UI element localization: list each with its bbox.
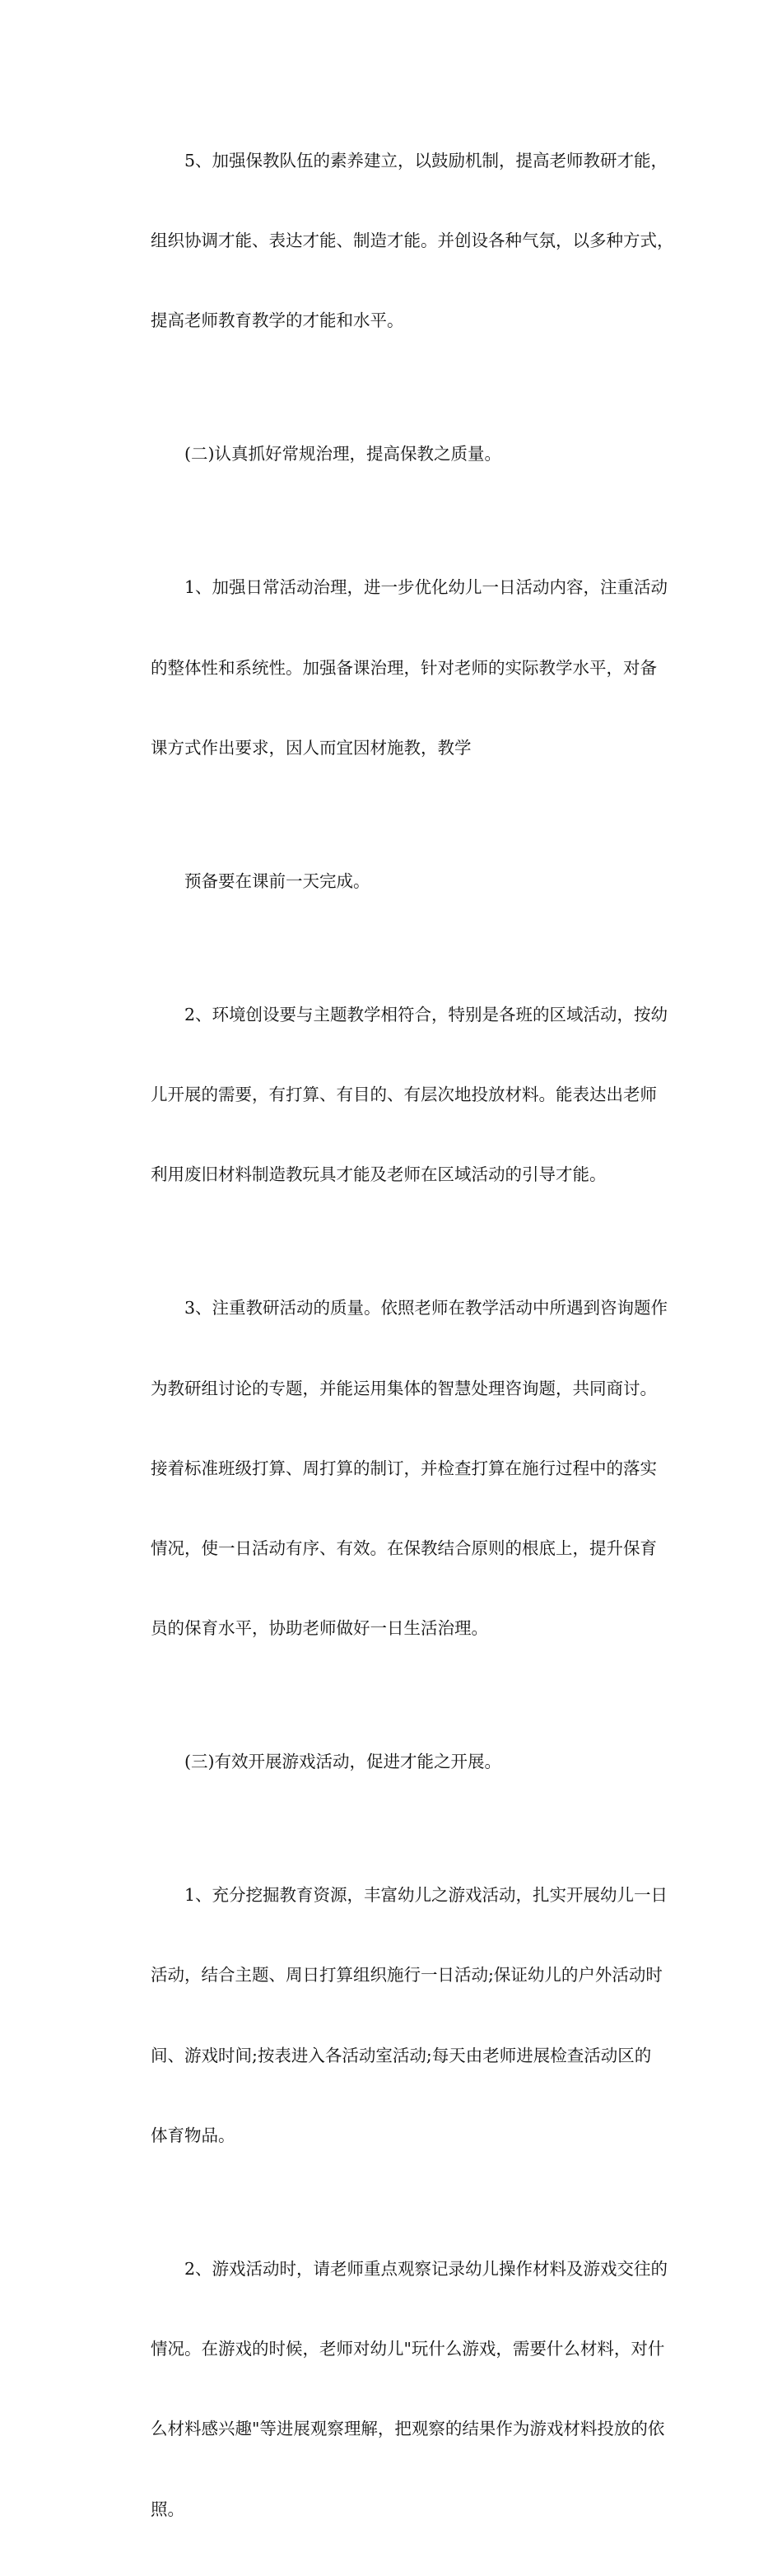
text-line: 照。: [151, 2499, 184, 2519]
text-line: 情况。在游戏的时候，老师对幼儿"玩什么游戏，需要什么材料，对什: [151, 2339, 665, 2359]
paragraph-6: [117, 1241, 685, 1695]
document-body: [117, 94, 685, 2576]
text-line: 3、注重教研活动的质量。依照老师在教学活动中所遇到咨询题作: [184, 1298, 668, 1318]
paragraph-3: [117, 521, 685, 814]
text-line: 课方式作出要求，因人而宜因材施教，教学: [151, 737, 472, 758]
paragraph-8: [117, 1828, 685, 2202]
text-line: 5、加强保教队伍的素养建立，以鼓励机制，提高老师教研才能，: [184, 150, 668, 170]
text-line: 提高老师教育教学的才能和水平。: [151, 310, 404, 331]
text-line: (二)认真抓好常规治理，提高保教之质量。: [184, 444, 501, 464]
text-line: 1、充分挖掘教育资源，丰富幼儿之游戏活动，扎实开展幼儿一日: [184, 1885, 668, 1906]
text-line: 接着标准班级打算、周打算的制订，并检查打算在施行过程中的落实: [151, 1458, 657, 1478]
text-line: 的整体性和系统性。加强备课治理，针对老师的实际教学水平，对备: [151, 657, 657, 678]
section-heading-7: [117, 1695, 685, 1828]
text-line: 间、游戏时间;按表进入各活动室活动;每天由老师进展检查活动区的: [151, 2045, 652, 2065]
text-line: 2、环境创设要与主题教学相符合，特别是各班的区域活动，按幼: [184, 1004, 668, 1024]
text-line: 情况，使一日活动有序、有效。在保教结合原则的根底上，提升保育: [151, 1538, 657, 1558]
text-line: (三)有效开展游戏活动，促进才能之开展。: [184, 1752, 501, 1772]
text-line: 1、加强日常活动治理，进一步优化幼儿一日活动内容，注重活动: [184, 577, 668, 598]
section-heading-2: [117, 387, 685, 520]
text-line: 儿开展的需要，有打算、有目的、有层次地投放材料。能表达出老师: [151, 1085, 657, 1105]
text-line: 2、游戏活动时，请老师重点观察记录幼儿操作材料及游戏交往的: [184, 2258, 668, 2279]
text-line: 预备要在课前一天完成。: [184, 870, 370, 891]
text-line: 员的保育水平，协助老师做好一日生活治理。: [151, 1618, 488, 1639]
text-line: 体育物品。: [151, 2125, 235, 2145]
text-line: 活动，结合主题、周日打算组织施行一日活动;保证幼儿的户外活动时: [151, 1965, 663, 1986]
text-line: 么材料感兴趣"等进展观察理解，把观察的结果作为游戏材料投放的依: [151, 2419, 665, 2439]
text-line: 利用废旧材料制造教玩具才能及老师在区域活动的引导才能。: [151, 1164, 607, 1185]
paragraph-4: [117, 814, 685, 948]
paragraph-9: [117, 2202, 685, 2576]
text-line: 组织协调才能、表达才能、制造才能。并创设各种气氛，以多种方式，: [151, 231, 674, 251]
paragraph-1: [117, 94, 685, 387]
text-line: 为教研组讨论的专题，并能运用集体的智慧处理咨询题，共同商讨。: [151, 1378, 657, 1398]
paragraph-5: [117, 948, 685, 1241]
